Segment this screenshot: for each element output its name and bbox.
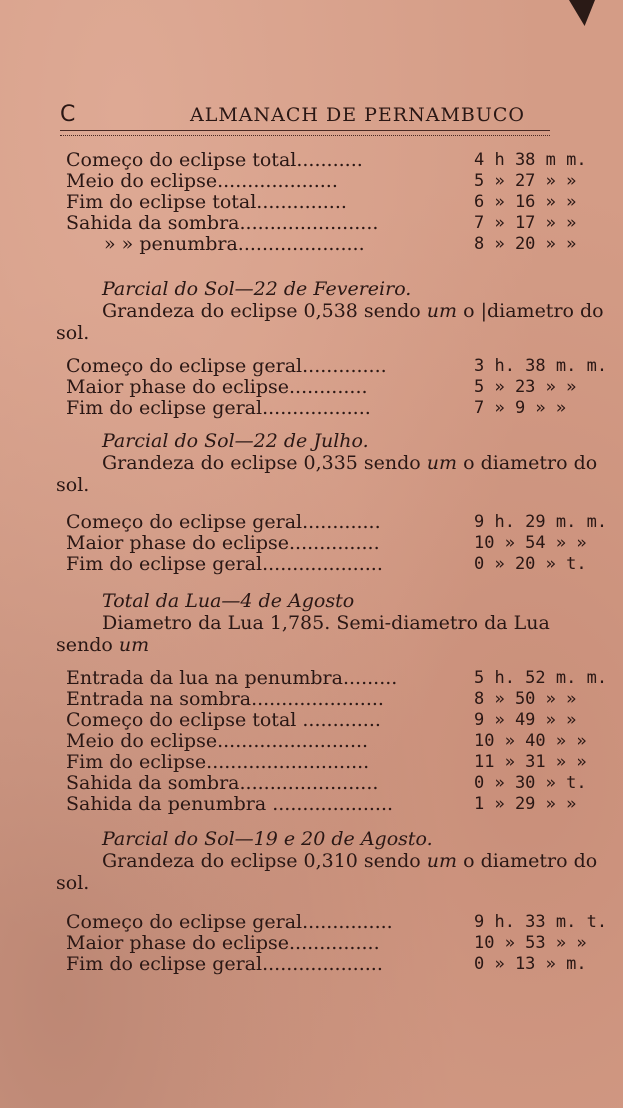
table-row — [56, 773, 616, 794]
table-row — [56, 377, 616, 398]
row-label: Entrada da lua na penumbra......... — [66, 667, 398, 689]
row-value: 8 » 50 » » — [474, 689, 577, 709]
row-value: 6 » 16 » » — [474, 192, 577, 212]
table-row — [56, 668, 616, 689]
row-value: 0 » 13 » m. — [474, 954, 587, 974]
table-row — [56, 933, 616, 954]
table-row — [56, 794, 616, 815]
row-label: Fim do eclipse geral.................... — [66, 553, 383, 575]
section-text: Grandeza do eclipse 0,310 sendo um o diametro do — [102, 850, 598, 872]
row-value: 9 h. 29 m. m. — [474, 512, 608, 532]
row-label: Começo do eclipse geral.............. — [66, 355, 387, 377]
row-value: 0 » 20 » t. — [474, 554, 587, 574]
row-label: Fim do eclipse total............... — [66, 191, 347, 213]
row-value: 9 h. 33 m. t. — [474, 912, 608, 932]
row-label: » » penumbra..................... — [104, 233, 365, 255]
section-title: Parcial do Sol—22 de Fevereiro. — [102, 278, 412, 300]
row-value: 5 h. 52 m. m. — [474, 668, 608, 688]
eclipse-table-4 — [56, 668, 616, 815]
row-value: 5 » 27 » » — [474, 171, 577, 191]
section-title: Parcial do Sol—19 e 20 de Agosto. — [102, 828, 433, 850]
table-row — [56, 150, 616, 171]
section-sol-julho — [56, 430, 616, 496]
torn-corner — [569, 0, 595, 26]
row-value: 10 » 40 » » — [474, 731, 587, 751]
row-value: 0 » 30 » t. — [474, 773, 587, 793]
row-label: Maior phase do eclipse............... — [66, 932, 380, 954]
row-label: Começo do eclipse geral............. — [66, 511, 381, 533]
row-value: 3 h. 38 m. m. — [474, 356, 608, 376]
section-text-cont: sendo um — [56, 634, 150, 656]
table-row — [56, 512, 616, 533]
table-row — [56, 171, 616, 192]
eclipse-table-1 — [56, 150, 616, 255]
table-row — [56, 234, 616, 255]
table-row — [56, 752, 616, 773]
table-row — [56, 533, 616, 554]
table-row — [56, 689, 616, 710]
section-text: Grandeza do eclipse 0,538 sendo um o |diametro do — [102, 300, 604, 322]
section-text: Grandeza do eclipse 0,335 sendo um o diametro do — [102, 452, 598, 474]
table-row — [56, 398, 616, 419]
row-value: 1 » 29 » » — [474, 794, 577, 814]
row-value: 7 » 9 » » — [474, 398, 567, 418]
row-value: 9 » 49 » » — [474, 710, 577, 730]
eclipse-table-2 — [56, 356, 616, 419]
row-label: Maior phase do eclipse............. — [66, 376, 368, 398]
section-lua-agosto — [56, 590, 616, 656]
section-sol-agosto — [56, 828, 616, 894]
row-value: 10 » 53 » » — [474, 933, 587, 953]
eclipse-table-3 — [56, 512, 616, 575]
section-text-cont: sol. — [56, 872, 90, 894]
row-label: Começo do eclipse total ............. — [66, 709, 381, 731]
section-text-cont: sol. — [56, 474, 90, 496]
section-title: Parcial do Sol—22 de Julho. — [102, 430, 369, 452]
row-label: Começo do eclipse geral............... — [66, 911, 393, 933]
row-label: Sahida da sombra....................... — [66, 212, 379, 234]
section-text: Diametro da Lua 1,785. Semi-diametro da Lua — [102, 612, 550, 634]
table-row — [56, 954, 616, 975]
row-value: 8 » 20 » » — [474, 234, 577, 254]
page-header — [60, 100, 580, 140]
row-label: Meio do eclipse.................... — [66, 170, 338, 192]
row-label: Fim do eclipse geral.................. — [66, 397, 371, 419]
section-sol-fevereiro — [56, 278, 616, 344]
row-label: Fim do eclipse........................... — [66, 751, 370, 773]
row-value: 5 » 23 » » — [474, 377, 577, 397]
header-rule — [60, 130, 550, 136]
row-label: Sahida da penumbra .................... — [66, 793, 394, 815]
table-row — [56, 356, 616, 377]
row-label: Fim do eclipse geral.................... — [66, 953, 383, 975]
row-value: 10 » 54 » » — [474, 533, 587, 553]
page-title: ALMANACH DE PERNAMBUCO — [190, 104, 525, 126]
row-value: 7 » 17 » » — [474, 213, 577, 233]
table-row — [56, 710, 616, 731]
section-title: Total da Lua—4 de Agosto — [102, 590, 355, 612]
table-row — [56, 731, 616, 752]
row-label: Maior phase do eclipse............... — [66, 532, 380, 554]
row-label: Meio do eclipse......................... — [66, 730, 369, 752]
row-label: Entrada na sombra...................... — [66, 688, 384, 710]
table-row — [56, 213, 616, 234]
row-label: Começo do eclipse total........... — [66, 149, 363, 171]
row-value: 4 h 38 m m. — [474, 150, 587, 170]
page-letter: C — [60, 102, 76, 127]
table-row — [56, 912, 616, 933]
row-value: 11 » 31 » » — [474, 752, 587, 772]
table-row — [56, 554, 616, 575]
eclipse-table-5 — [56, 912, 616, 975]
table-row — [56, 192, 616, 213]
section-text-cont: sol. — [56, 322, 90, 344]
row-label: Sahida da sombra....................... — [66, 772, 379, 794]
